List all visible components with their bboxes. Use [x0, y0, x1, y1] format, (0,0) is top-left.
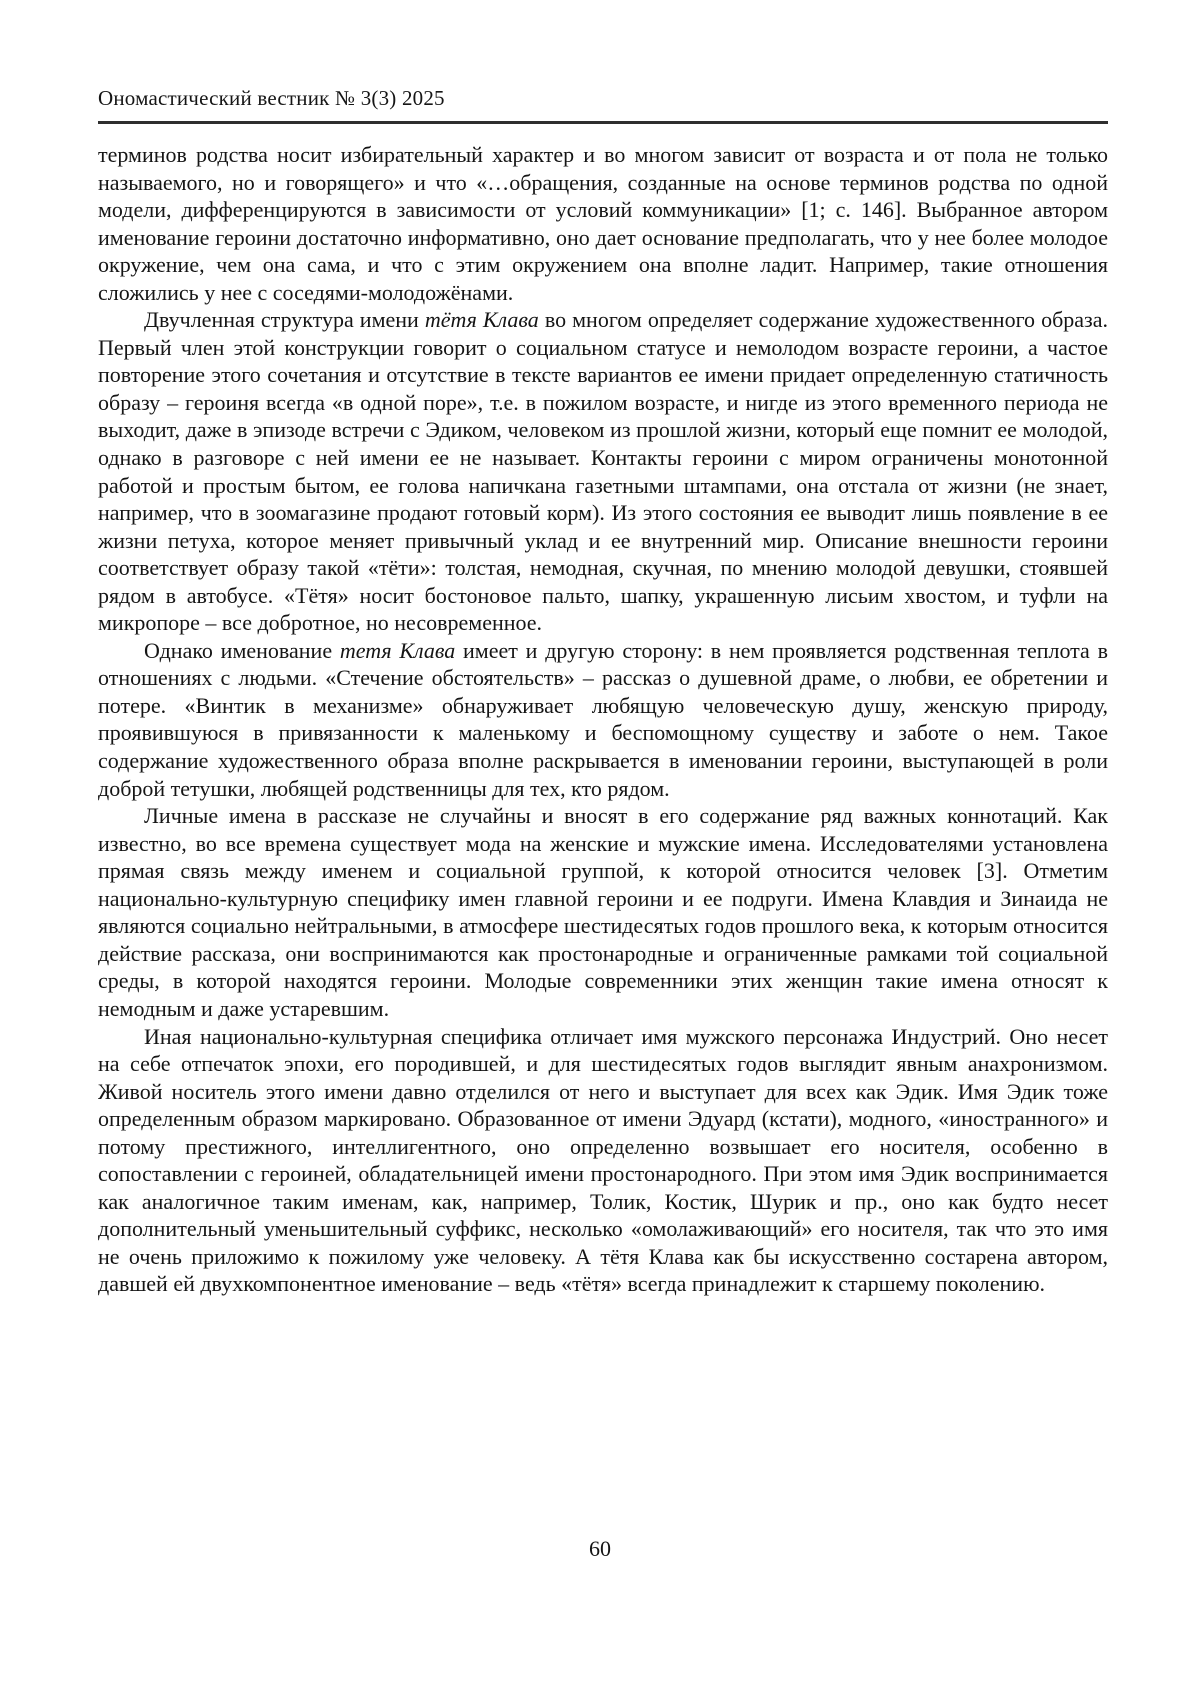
text-run: терминов родства носит избирательный характер и во многом зависит от возраста и от пола не только называемого, но и говорящего» и что «…обращения, созданные на основе терминов родства по одной модели, дифференцируются в зависимости от условий коммуникации» [1; с. 146]. Выбранное автором именование героини достаточно информативно, оно дает основание предполагать, что у нее более молодое окружение, чем она сама, и что с этим окружением она вполне ладит. Например, такие отношения сложились у нее с соседями-молодожёнами. [98, 142, 1108, 305]
journal-running-header: Ономастический вестник № 3(3) 2025 [98, 86, 445, 110]
italic-text-run: о [966, 389, 978, 415]
paragraph [98, 141, 1108, 306]
paragraph [98, 637, 1108, 802]
italic-text-run: тетя Клава [339, 637, 456, 663]
text-run: го периода не выходит, даже в эпизоде встречи с Эдиком, человеком из прошлой жизни, который еще помнит ее молодой, однако в разговоре с ней имени ее не называет. Контакты героини с миром ограничены монотонной работой и простым бытом, ее голова напичкана газетными штампами, она отстала от жизни (не знает, например, что в зоомагазине продают готовый корм). Из этого состояния ее выводит лишь появление в ее жизни петуха, которое меняет привычный уклад и ее внутренний мир. Описание внешности героини соответствует образу такой «тёти»: толстая, немодная, скучная, по мнению молодой девушки, стоявшей рядом в автобусе. «Тётя» носит бостоновое пальто, шапку, украшенную лисьим хвостом, и туфли на микропоре – все добротное, но несовременное. [98, 389, 1108, 636]
text-run: Однако именование [144, 637, 340, 663]
text-run: имеет и другую сторону: в нем проявляется родственная теплота в отношениях с людьми. «Стечение обстоятельств» – рассказ о душевной драме, о любви, ее обретении и потере. «Винтик в механизме» обнаруживает любящую человеческую душу, женскую природу, проявившуюся в привязанности к маленькому и беспомощному существу и заботе о нем. Такое содержание художественного образа вполне раскрывается в именовании героини, выступающей в роли доброй тетушки, любящей родственницы для тех, кто рядом. [98, 637, 1108, 801]
paragraph [98, 1023, 1108, 1298]
header-rule [98, 121, 1108, 124]
article-body [98, 141, 1108, 1298]
paragraph [98, 306, 1108, 637]
italic-text-run: тётя Клава [424, 307, 539, 333]
page-number: 60 [589, 1536, 611, 1561]
text-run: Личные имена в рассказе не случайны и вносят в его содержание ряд важных коннотаций. Как известно, во все времена существует мода на женские и мужские имена. Исследователями установлена прямая связь между именем и социальной группой, к которой относится человек [3]. Отметим национально-культурную специфику имен главной героини и ее подруги. Имена Клавдия и Зинаида не являются социально нейтральными, в атмосфере шестидесятых годов прошлого века, к которым относится действие рассказа, они воспринимаются как простонародные и ограниченные рамками той социальной среды, в которой находятся героини. Молодые современники этих женщин такие имена относят к немодным и даже устаревшим. [98, 803, 1108, 1021]
text-run: во многом определяет содержание художественного образа. Первый член этой конструкции говорит о социальном статусе и немолодом возрасте героини, а частое повторение этого сочетания и отсутствие в тексте вариантов ее имени придает определенную статичность образу – героиня всегда «в одной поре», т.е. в пожилом возрасте, и нигде из этого временн [98, 307, 1108, 415]
paragraph [98, 802, 1108, 1022]
text-run: Иная национально-культурная специфика отличает имя мужского персонажа Индустрий. Оно несет на себе отпечаток эпохи, его породившей, и для шестидесятых годов выглядит явным анахронизмом. Живой носитель этого имени давно отделился от него и выступает для всех как Эдик. Имя Эдик тоже определенным образом маркировано. Образованное от имени Эдуард (кстати), модного, «иностранного» и потому престижного, интеллигентного, оно определенно возвышает его носителя, особенно в сопоставлении с героиней, обладательницей имени простонародного. При этом имя Эдик воспринимается как аналогичное таким именам, как, например, Толик, Костик, Шурик и пр., оно как будто несет дополнительный уменьшительный суффикс, несколько «омолаживающий» его носителя, так что это имя не очень приложимо к пожилому уже человеку. А тётя Клава как бы искусственно состарена автором, давшей ей двухкомпонентное именование – ведь «тётя» всегда принадлежит к старшему поколению. [98, 1023, 1108, 1297]
text-run: Двучленная структура имени [144, 307, 425, 333]
